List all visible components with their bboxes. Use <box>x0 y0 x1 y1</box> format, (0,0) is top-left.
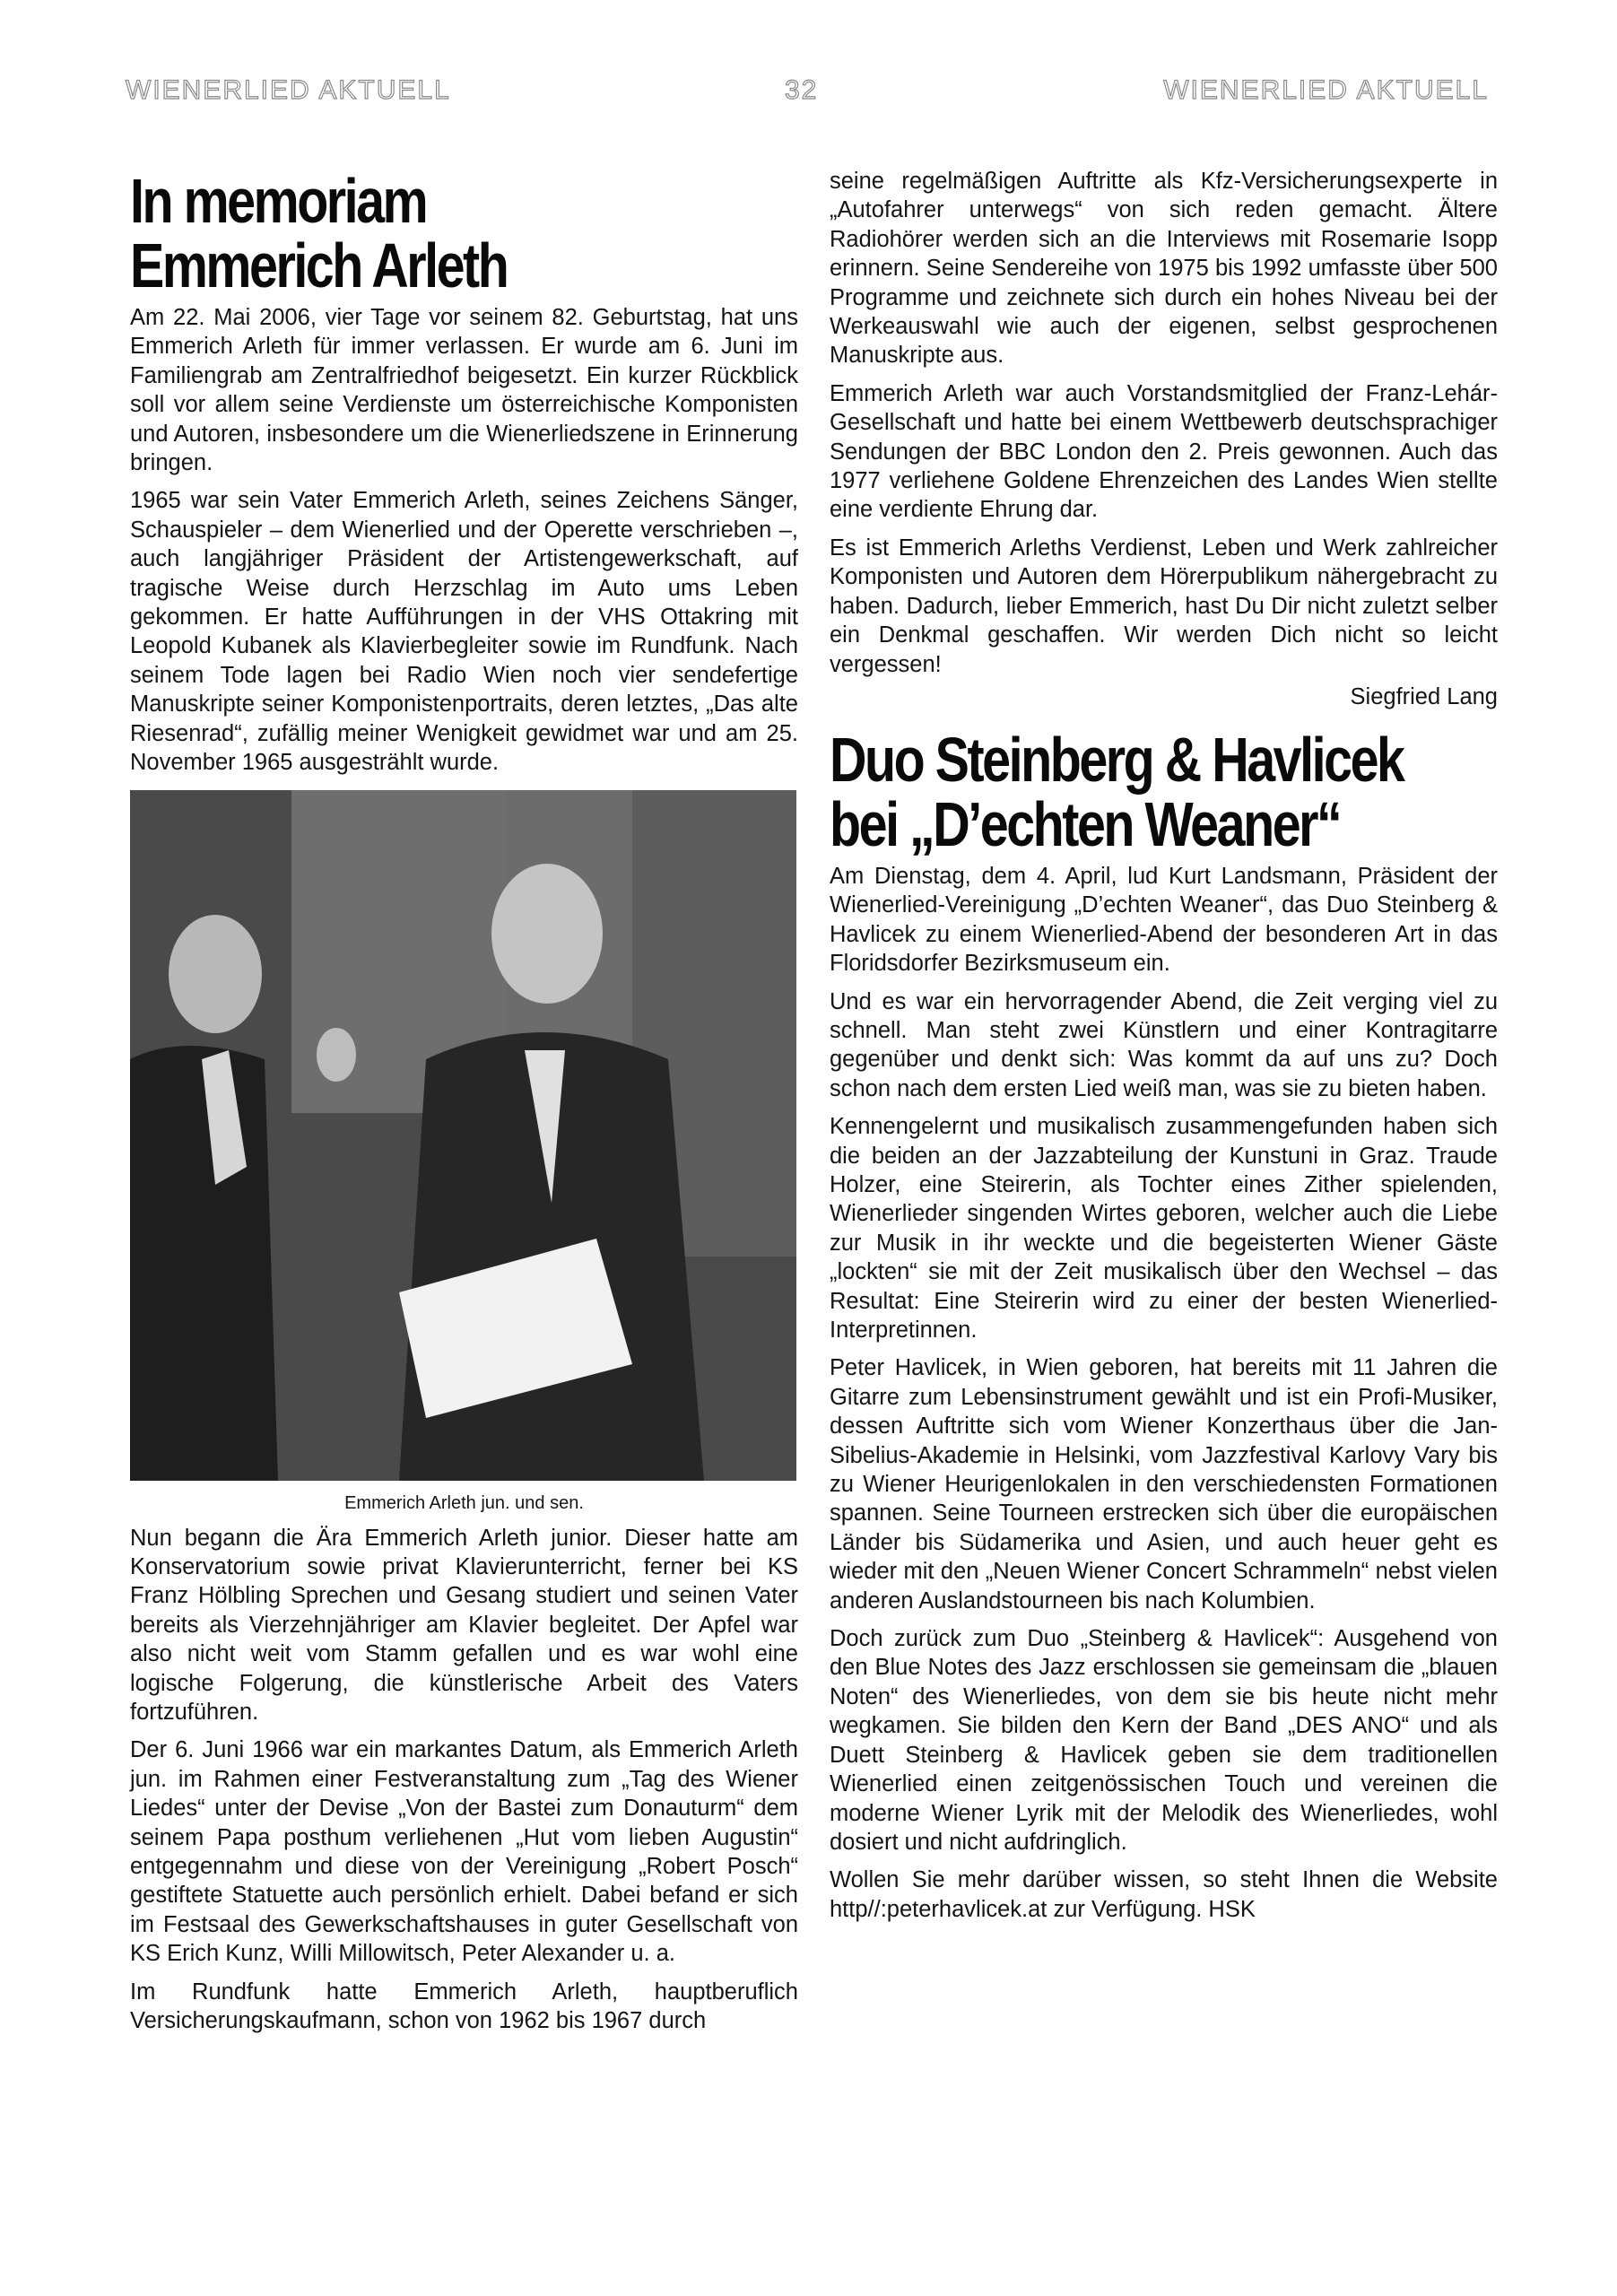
header-right: WIENERLIED AKTUELL <box>1163 75 1489 105</box>
article2-paragraph: Am Dienstag, dem 4. April, lud Kurt Landsmann, Präsident der Wienerlied-Vereinigung „D’echten Weaner“, das Duo Steinberg & Havlicek zu einem Wienerlied-Abend der besonderen Art in das Floridsdorfer Bezirksmuseum ein. <box>830 863 1498 977</box>
article1-signature: Siegfried Lang <box>1350 683 1498 709</box>
article2-paragraph: Peter Havlicek, in Wien geboren, hat bereits mit 11 Jahren die Gitarre zum Lebensinstrument gewählt und ist ein Profi-Musiker, dessen Auftritte sich vom Wiener Konzerthaus über die Jan-Sibelius-Akademie in Helsinki, vom Jazzfestival Karlovy Vary bis zu Wiener Heurigenlokalen in den verschiedensten Formationen spannen. Seine Tourneen erstrecken sich über die europäischen Länder bis Südamerika und Asien, und auch heuer geht es wieder mit den „Neuen Wiener Concert Schrammeln“ nebst vielen anderen Auslandstourneen bis nach Kolumbien. <box>830 1355 1498 1613</box>
article1-paragraph: Am 22. Mai 2006, vier Tage vor seinem 82. Geburtstag, hat uns Emmerich Arleth für immer verlassen. Er wurde am 6. Juni im Familiengrab am Zentralfriedhof beigesetzt. Ein kurzer Rückblick soll vor allem seine Verdienste um österreichische Komponisten und Autoren, insbesondere um die Wienerliedszene in Erinnerung bringen. <box>130 305 798 476</box>
article1-paragraph: Emmerich Arleth war auch Vorstandsmitglied der Franz-Lehár-Gesellschaft und hatte bei einem Wettbewerb deutschsprachiger Sendungen der BBC London den 2. Preis gewonnen. Auch das 1977 verliehene Goldene Ehrenzeichen des Landes Wien stellte eine verdiente Ehrung dar. <box>830 380 1498 523</box>
photo-illustration <box>130 790 796 1481</box>
page-number: 32 <box>785 75 819 105</box>
article2-title-line2: bei „D’echten Weaner“ <box>830 788 1341 859</box>
article1-paragraph: Der 6. Juni 1966 war ein markantes Datum, als Emmerich Arleth jun. im Rahmen einer Festveranstaltung zum „Tag des Wiener Liedes“ unter der Devise „Von der Bastei zum Donauturm“ dem seinem Papa posthum verliehenen „Hut vom lieben Augustin“ entgegennahm und diese von der Vereinigung „Robert Posch“ gestiftete Statuette auch persönlich erhielt. Dabei befand er sich im Festsaal des Gewerkschaftshauses in guter Gesellschaft von KS Erich Kunz, Willi Millowitsch, Peter Alexander u. a. <box>130 1737 798 1967</box>
running-header <box>126 75 1489 111</box>
article2-paragraph: Doch zurück zum Duo „Steinberg & Havlicek“: Ausgehend von den Blue Notes des Jazz erschlossen sie gemeinsam die „blauen Noten“ des Wienerliedes, von dem sie bis heute nicht mehr wegkamen. Sie bilden den Kern der Band „DES ANO“ und als Duett Steinberg & Havlicek geben sie dem traditionellen Wienerlied einen zeitgenössischen Touch und vereinen die moderne Wiener Lyrik mit der Melodik des Wienerliedes, wohl dosiert und nicht aufdringlich. <box>830 1626 1498 1855</box>
article2-paragraph: Wollen Sie mehr darüber wissen, so steht Ihnen die Website http//:peterhavlicek.at zur Verfügung. HSK <box>830 1867 1498 1922</box>
article1-title-line1: In memoriam <box>130 166 427 236</box>
right-column <box>830 167 1498 1933</box>
article2-heading <box>830 724 1498 862</box>
left-column <box>130 167 798 2044</box>
article2-title-line1: Duo Steinberg & Havlicek <box>830 724 1404 795</box>
article1-paragraph: Nun begann die Ära Emmerich Arleth junior. Dieser hatte am Konservatorium sowie privat Klavierunterricht, ferner bei KS Franz Hölbling Sprechen und Gesang studiert und seinen Vater bereits als Vierzehnjähriger am Klavier begleitet. Der Apfel war also nicht weit vom Stamm gefallen und es war wohl eine logische Folgerung, die künstlerische Arbeit des Vaters fortzuführen. <box>130 1525 798 1725</box>
article1-paragraph: seine regelmäßigen Auftritte als Kfz-Versicherungsexperte in „Autofahrer unterwegs“ von sich reden gemacht. Ältere Radiohörer werden sich an die Interviews mit Rosemarie Isopp erinnern. Seine Sendereihe von 1975 bis 1992 umfasste über 500 Programme und zeichnete sich durch ein hohes Niveau bei der Werkeauswahl wie auch der eigenen, selbst gesprochenen Manuskripte aus. <box>830 169 1498 369</box>
photo-arleth <box>130 790 796 1481</box>
article1-paragraph: 1965 war sein Vater Emmerich Arleth, seines Zeichens Sänger, Schauspieler – dem Wienerlied und der Operette verschrieben –, auch langjähriger Präsident der Artistengewerkschaft, auf tragische Weise durch Herzschlag im Auto ums Leben gekommen. Er hatte Aufführungen in der VHS Ottakring mit Leopold Kubanek als Klavierbegleiter sowie im Rundfunk. Nach seinem Tode lagen bei Radio Wien noch vier sendefertige Manuskripte seiner Komponistenportraits, deren letztes, „Das alte Riesenrad“, zufällig meiner Wenigkeit gewidmet war und am 25. November 1965 ausgestrählt wurde. <box>130 488 798 776</box>
article1-paragraph: Es ist Emmerich Arleths Verdienst, Leben und Werk zahlreicher Komponisten und Autoren dem Hörerpublikum nähergebracht zu haben. Dadurch, lieber Emmerich, hast Du Dir nicht zuletzt selber ein Denkmal geschaffen. Wir werden Dich nicht so leicht vergessen! <box>830 535 1498 677</box>
article1-title-line2: Emmerich Arleth <box>130 230 508 300</box>
article1-heading <box>130 166 798 303</box>
photo-caption: Emmerich Arleth jun. und sen. <box>344 1492 584 1513</box>
article2-paragraph: Kennengelernt und musikalisch zusammengefunden haben sich die beiden an der Jazzabteilung der Kunstuni in Graz. Traude Holzer, eine Steirerin, als Tochter eines Zither spielenden, Wienerlieder singenden Wirtes geboren, welcher auch die Liebe zur Musik in ihr weckte und die begeisterten Wiener Gäste „lockten“ sie mit der Zeit musikalisch über den Wechsel – das Resultat: Eine Steirerin wird zu einer der besten Wienerlied-Interpretinnen. <box>830 1114 1498 1343</box>
article1-paragraph: Im Rundfunk hatte Emmerich Arleth, hauptberuflich Versicherungskaufmann, schon von 1962 bis 1967 durch <box>130 1979 798 2033</box>
article2-paragraph: Und es war ein hervorragender Abend, die Zeit verging viel zu schnell. Man steht zwei Künstlern und einer Kontragitarre gegenüber und denkt sich: Was kommt da auf uns zu? Doch schon nach dem ersten Lied weiß man, was sie zu bieten haben. <box>830 988 1498 1101</box>
header-left: WIENERLIED AKTUELL <box>126 75 451 105</box>
